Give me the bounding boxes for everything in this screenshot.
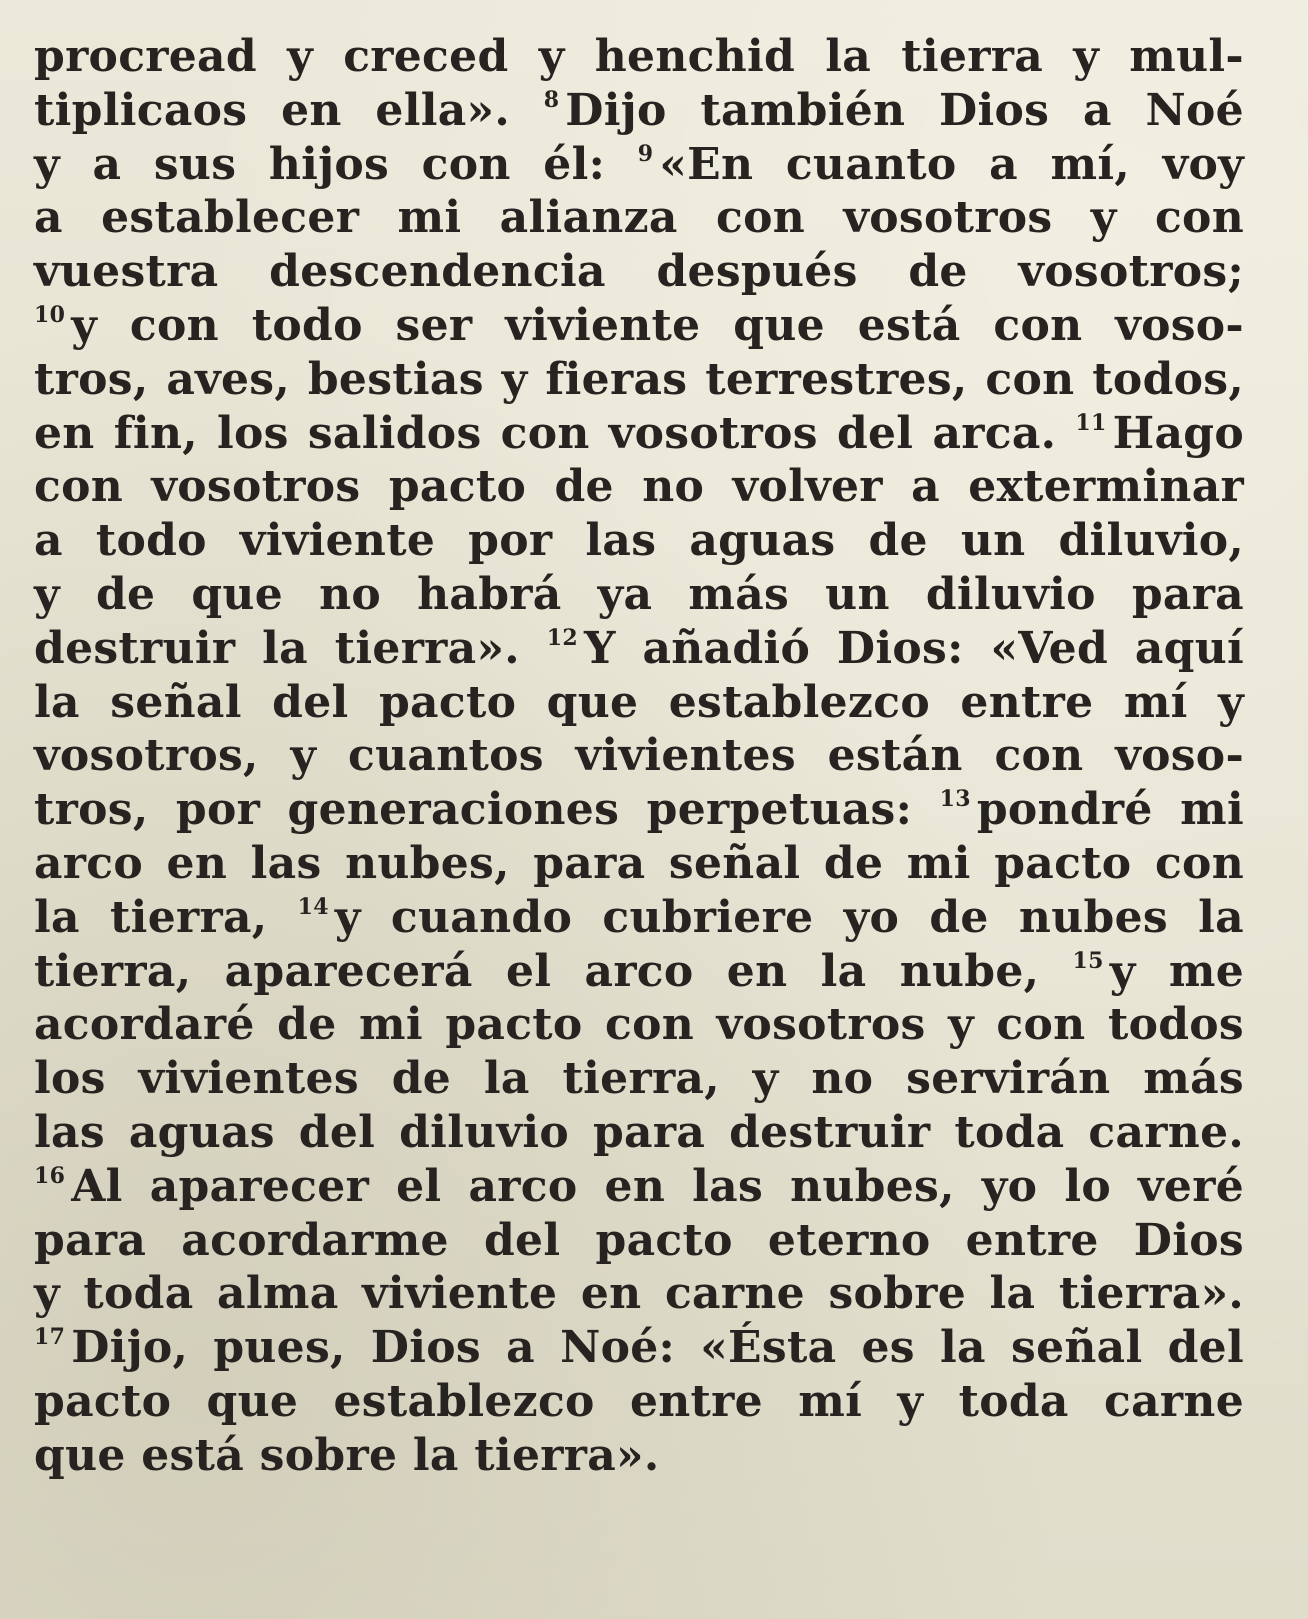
text-line-25: $^{17}$ Dijo, pues, Dios a Noé: «Ésta es la señal del (34, 1322, 1244, 1374)
verse-number: 15 (1072, 947, 1104, 974)
text-line-11: y de que no habrá ya más un diluvio para (34, 568, 1244, 620)
text-line-15: tros, por generaciones perpetuas: $^{13}$ pondré mi (34, 784, 1244, 836)
text-line-12: destruir la tierra». $^{12}$ Y añadió Dios: «Ved aquí (34, 622, 1244, 674)
text-line-26: pacto que establezco entre mí y toda carne (34, 1375, 1244, 1427)
verse-number: 17 (34, 1324, 66, 1351)
text-line-7: tros, aves, bestias y fieras terrestres, con todos, (34, 353, 1244, 405)
text-line-22: $^{16}$ Al aparecer el arco en las nubes, yo lo veré (34, 1160, 1244, 1212)
verse-number: 11 (1075, 409, 1107, 436)
text-line-9: con vosotros pacto de no volver a exterminar (34, 461, 1244, 513)
text-line-16: arco en las nubes, para señal de mi pacto con (34, 837, 1244, 889)
text-line-6: $^{10}$ y con todo ser viviente que está con voso- (34, 299, 1244, 351)
text-line-13: la señal del pacto que establezco entre mí y (34, 676, 1244, 728)
text-line-18: tierra, aparecerá el arco en la nube, $^{15}$ y me (34, 945, 1244, 997)
text-line-27: que está sobre la tierra». (34, 1429, 660, 1481)
text-line-8: en fin, los salidos con vosotros del arca. $^{11}$ Hago (34, 407, 1244, 459)
text-line-17: la tierra, $^{14}$ y cuando cubriere yo de nubes la (34, 891, 1244, 943)
text-line-10: a todo viviente por las aguas de un diluvio, (34, 515, 1244, 567)
verse-number: 12 (546, 624, 578, 651)
text-line-2: tiplicaos en ella». $^8$ Dijo también Dios a Noé (34, 84, 1244, 136)
text-line-23: para acordarme del pacto eterno entre Dios (34, 1214, 1244, 1266)
text-line-3: y a sus hijos con él: $^9$ «En cuanto a mí, voy (34, 138, 1244, 190)
verse-number: 9 (637, 140, 654, 167)
text-line-24: y toda alma viviente en carne sobre la tierra». (34, 1268, 1244, 1320)
text-line-19: acordaré de mi pacto con vosotros y con todos (34, 999, 1244, 1051)
verse-number: 8 (543, 86, 560, 113)
text-line-21: las aguas del diluvio para destruir toda carne. (34, 1106, 1244, 1158)
text-line-20: los vivientes de la tierra, y no servirán más (34, 1053, 1244, 1105)
verse-number: 10 (34, 301, 66, 328)
text-line-5: vuestra descendencia después de vosotros; (34, 246, 1244, 298)
text-line-4: a establecer mi alianza con vosotros y con (34, 192, 1244, 244)
text-column (34, 30, 1244, 1590)
verse-number: 16 (34, 1162, 66, 1189)
verse-number: 14 (297, 893, 329, 920)
verse-number: 13 (939, 786, 971, 813)
text-line-1: procread y creced y henchid la tierra y mul- (34, 31, 1244, 82)
text-line-14: vosotros, y cuantos vivientes están con voso- (34, 730, 1244, 782)
